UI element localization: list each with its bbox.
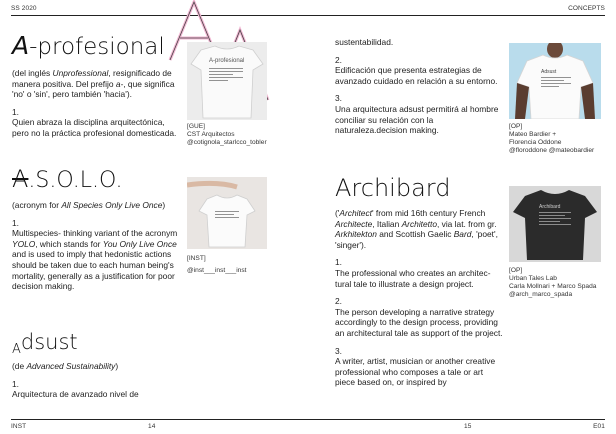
def-text: and Scottish Gaelic <box>376 229 454 240</box>
shirt-print-text: A-profesional <box>209 58 245 64</box>
entry-number: 1. <box>335 257 342 268</box>
entry-text: Arquitectura de avanzado nivel de <box>12 389 139 400</box>
def-text: (acronym for <box>12 200 62 210</box>
archibard-definition <box>335 208 505 388</box>
caption-line: Urban Tales Lab <box>509 275 557 282</box>
def-italic: All Species Only Live Once <box>61 200 163 210</box>
shirt-print-text: Adsust <box>541 69 557 75</box>
def-italic: Arkhitekton <box>335 229 377 240</box>
shirt-print-lines <box>539 212 571 227</box>
entry-italic: YOLO <box>12 238 36 249</box>
page-number-left: 14 <box>148 423 156 430</box>
page-number-right: 15 <box>464 423 472 430</box>
title-archibard: Archibard <box>335 174 451 202</box>
title-aprofesional <box>12 33 165 59</box>
caption-line: Mateo Bardier + <box>509 131 557 138</box>
entry-italic: You Only Live Once <box>102 238 177 249</box>
shirt-print-lines <box>209 68 243 83</box>
asolo-definition <box>12 200 180 292</box>
def-text: ) <box>115 361 119 371</box>
header-rule <box>11 15 605 16</box>
caption-tag: [INST] <box>187 255 206 262</box>
photo-op2 <box>509 186 601 262</box>
adsust-continuation <box>335 37 503 136</box>
footer-left: INST <box>11 423 27 430</box>
title-text: -profesional <box>29 34 165 60</box>
def-italic: Architecte <box>335 218 373 229</box>
shirt-print-lines <box>541 77 571 89</box>
def-text: , 'poet', 'singer'). <box>335 229 498 250</box>
caption-line: @cotignola_starlcco_tobler <box>187 139 267 146</box>
entry-number: 2. <box>335 54 342 65</box>
entry-number: 3. <box>335 93 342 104</box>
entry-text: The person developing a narrative strategy accordingly to the design process, providing an architectural tale as support of the project. <box>335 306 503 338</box>
entry-text: sustentabilidad. <box>335 37 394 47</box>
entry-text: The professional who creates an architec-tural tale to illustrate a design project. <box>335 267 491 289</box>
def-text: , Italian <box>372 218 402 229</box>
title-glyph: A <box>12 342 21 357</box>
caption-tag: [GUE] <box>187 123 205 130</box>
caption-line: Carla Mollnari + Marco Spada <box>509 283 597 290</box>
title-text: dsust <box>20 330 78 354</box>
entry-text: Quien abraza la disciplina arquitectónica, pero no la práctica profesional domesticada. <box>12 117 177 138</box>
photo-inst <box>187 177 267 249</box>
entry-number: 2. <box>335 296 342 307</box>
caption-line: CST Arquitectos <box>187 131 235 138</box>
footer-right: E01 <box>593 423 605 430</box>
def-text: , via lat. from gr. <box>436 218 497 229</box>
def-italic: Architetto <box>401 218 437 229</box>
photo-gue <box>187 42 267 120</box>
shirt-print-text: Archibard <box>539 204 561 210</box>
title-glyph: A <box>12 165 29 193</box>
title-adsust <box>12 332 78 356</box>
caption-line: @inst___inst___inst <box>187 267 247 274</box>
def-text: (' <box>335 208 340 218</box>
def-italic: a- <box>115 78 124 89</box>
entry-number: 1. <box>12 378 19 389</box>
caption-line: @floroddone @mateobardier <box>509 147 595 154</box>
entry-number: 3. <box>335 345 342 356</box>
entry-text: , which stands for <box>35 238 103 249</box>
caption-op2 <box>509 267 609 299</box>
caption-gue <box>187 123 297 147</box>
title-glyph: A <box>12 31 30 60</box>
entry-text: and is used to imply that hedonistic actions should be taken due to each human being's mortality, generally as a justification for poor decision making. <box>12 249 175 292</box>
header-left: SS 2020 <box>11 5 37 12</box>
caption-tag: [OP] <box>509 267 523 274</box>
def-italic: Advanced Sustainability <box>26 361 116 371</box>
title-asolo <box>12 167 122 192</box>
photo-op1 <box>509 43 601 119</box>
def-italic: Architect <box>339 208 372 218</box>
header-right: CONCEPTS <box>568 5 605 12</box>
def-text: ) <box>162 200 166 210</box>
adsust-definition <box>12 361 180 400</box>
entry-text: A writer, artist, musician or another creative professional who composes a tale or art piece based on, or inspired by <box>335 356 496 388</box>
caption-inst <box>187 255 297 275</box>
aprofesional-definition <box>12 68 180 139</box>
entry-number: 1. <box>12 217 19 228</box>
entry-number: 1. <box>12 106 19 117</box>
def-italic: Bard <box>453 229 472 240</box>
caption-line: Florencia Oddone <box>509 139 562 146</box>
entry-text: Una arquitectura adsust permitirá al hombre conciliar su relación con la naturaleza.decision making. <box>335 103 499 136</box>
def-text: , resignificado de manera positiva. Del prefijo <box>12 68 172 89</box>
caption-op1 <box>509 123 609 155</box>
def-text: (del inglés <box>12 68 53 78</box>
def-italic: Unprofessional <box>52 68 109 78</box>
footer-rule <box>11 419 605 420</box>
def-text: ' from mid 16th century French <box>371 208 486 218</box>
entry-text: Multispecies- thinking variant of the acronym <box>12 228 178 239</box>
def-text: , que significa 'no' o 'sin', pero también 'hacia'). <box>12 78 175 100</box>
title-text: .S.O.L.O. <box>28 168 123 193</box>
def-text: (de <box>12 361 27 371</box>
caption-tag: [OP] <box>509 123 523 130</box>
shirt-print-lines <box>215 211 239 220</box>
caption-line: @arch_marco_spada <box>509 291 573 298</box>
entry-text: Edificación que presenta estrategias de avanzado cuidado en relación a su entorno. <box>335 65 498 86</box>
